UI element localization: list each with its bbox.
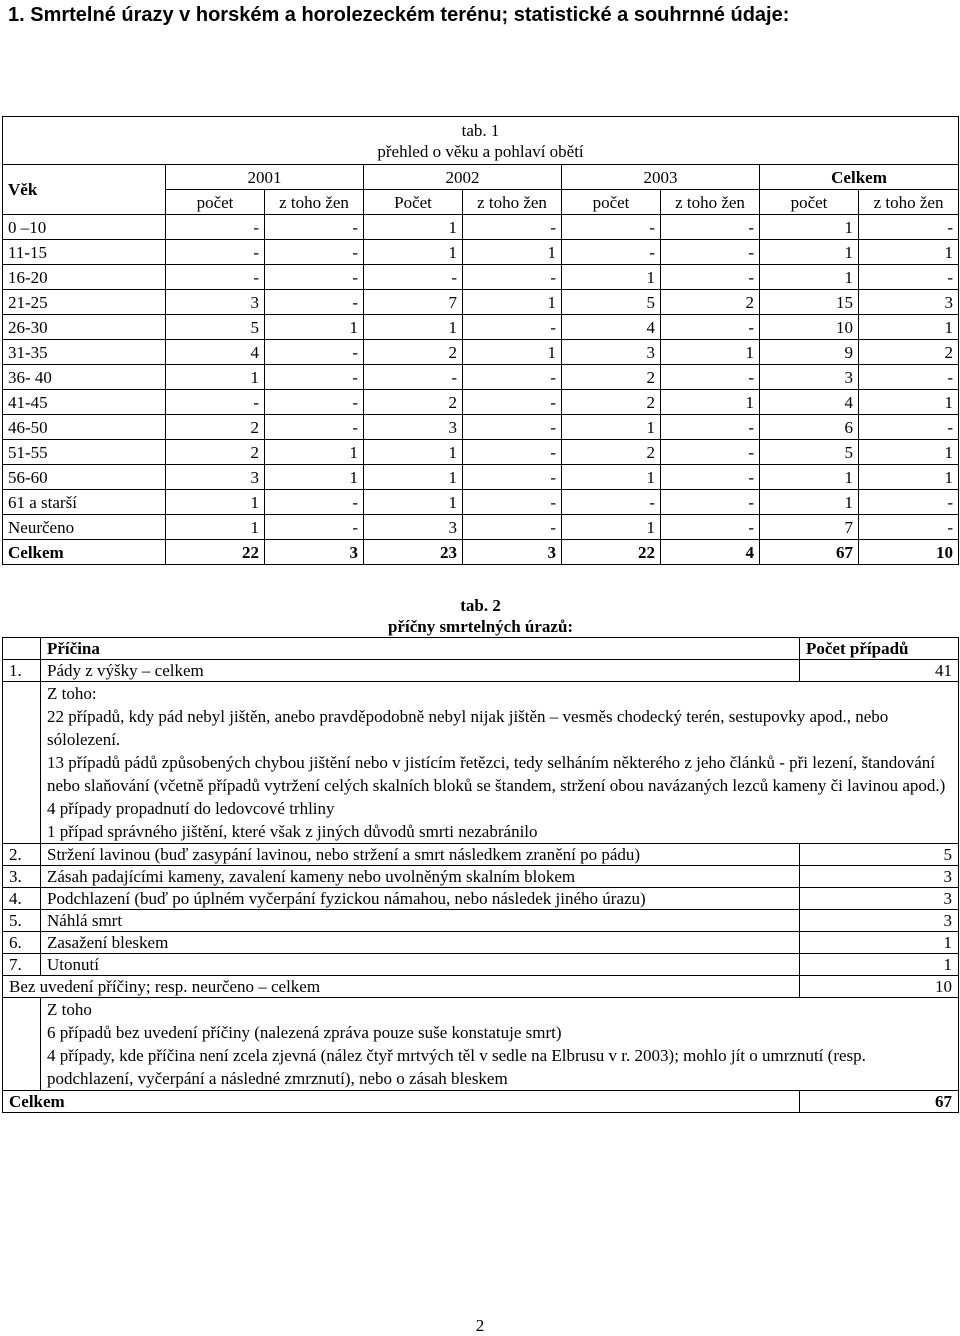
cause-detail — [41, 682, 959, 844]
cell: - — [859, 515, 959, 540]
cause-number: 3. — [3, 866, 41, 888]
age-label: Neurčeno — [3, 515, 166, 540]
cell: - — [562, 240, 661, 265]
subheader-cell: počet — [166, 190, 265, 215]
cell: - — [859, 365, 959, 390]
causes-table — [2, 595, 959, 1113]
cell: - — [661, 215, 760, 240]
total-cell: 22 — [562, 540, 661, 565]
cause-count: 41 — [800, 660, 959, 682]
cell: 9 — [760, 340, 859, 365]
cell: - — [661, 315, 760, 340]
cell: 1 — [364, 215, 463, 240]
detail-line: Z toho: — [47, 684, 97, 703]
table-row — [3, 888, 959, 910]
cell: 2 — [166, 415, 265, 440]
table2-caption — [3, 595, 959, 638]
subheader-cell: Počet — [364, 190, 463, 215]
cell: 1 — [562, 515, 661, 540]
cell: 1 — [760, 265, 859, 290]
cell: 5 — [166, 315, 265, 340]
cell: 15 — [760, 290, 859, 315]
total-label: Celkem — [3, 1091, 800, 1113]
cell: 3 — [166, 290, 265, 315]
cause-number: 5. — [3, 910, 41, 932]
total-label: Celkem — [3, 540, 166, 565]
cell: 1 — [364, 490, 463, 515]
cell: 7 — [364, 290, 463, 315]
table-row — [3, 844, 959, 866]
cell: - — [463, 365, 562, 390]
cause-count: 1 — [800, 954, 959, 976]
cell: 1 — [859, 390, 959, 415]
cause-number: 7. — [3, 954, 41, 976]
cell: - — [463, 315, 562, 340]
detail-line: 22 případů, kdy pád nebyl jištěn, anebo pravděpodobně nebyl nijak jištěn – vesměs chodecký terén, sestupovky apod., nebo sólolezení. — [47, 707, 889, 749]
table-row — [3, 390, 959, 415]
cell: 2 — [562, 440, 661, 465]
cell: 4 — [166, 340, 265, 365]
cell: 1 — [859, 240, 959, 265]
cell: - — [265, 390, 364, 415]
cell: 2 — [166, 440, 265, 465]
cell: - — [166, 215, 265, 240]
table-row — [3, 240, 959, 265]
table-row — [3, 660, 959, 682]
total-row — [3, 540, 959, 565]
cause-count: 10 — [800, 976, 959, 998]
table-row — [3, 932, 959, 954]
cause-label: Zásah padajícími kameny, zavalení kameny nebo uvolněným skalním blokem — [41, 866, 800, 888]
table-row — [3, 265, 959, 290]
cell: 1 — [562, 265, 661, 290]
cell: 3 — [364, 415, 463, 440]
cell: - — [265, 365, 364, 390]
table-row — [3, 490, 959, 515]
cause-detail-row — [3, 682, 959, 844]
age-label: 16-20 — [3, 265, 166, 290]
cell: 3 — [364, 515, 463, 540]
cell: - — [265, 265, 364, 290]
cell: - — [166, 265, 265, 290]
cell: - — [265, 215, 364, 240]
cause-detail-row — [3, 998, 959, 1091]
detail-line: Z toho — [47, 1000, 92, 1019]
age-label: 56-60 — [3, 465, 166, 490]
total-cell: 3 — [265, 540, 364, 565]
table-row — [3, 290, 959, 315]
cell: - — [265, 240, 364, 265]
cell: - — [463, 265, 562, 290]
cell: 1 — [760, 490, 859, 515]
cell: 1 — [265, 315, 364, 340]
cell: 5 — [760, 440, 859, 465]
cell: 2 — [562, 390, 661, 415]
cause-number: 2. — [3, 844, 41, 866]
cell: - — [661, 415, 760, 440]
cell: 7 — [760, 515, 859, 540]
table1-caption-line2: přehled o věku a pohlaví obětí — [377, 142, 584, 161]
subheader-cell: počet — [562, 190, 661, 215]
cell: 1 — [562, 415, 661, 440]
cell: 1 — [859, 440, 959, 465]
cell: 2 — [562, 365, 661, 390]
cell: 1 — [463, 340, 562, 365]
table1-year-header — [3, 165, 959, 190]
total-cell: 10 — [859, 540, 959, 565]
table-row — [3, 365, 959, 390]
cell: 5 — [562, 290, 661, 315]
table-row — [3, 215, 959, 240]
cell: - — [661, 440, 760, 465]
age-label: 51-55 — [3, 440, 166, 465]
cell: 1 — [166, 515, 265, 540]
age-label: 41-45 — [3, 390, 166, 415]
cell: - — [265, 290, 364, 315]
cause-count: 3 — [800, 888, 959, 910]
cell: 1 — [265, 465, 364, 490]
col-header-year: 2002 — [364, 165, 562, 190]
cell: - — [166, 240, 265, 265]
cell: - — [661, 365, 760, 390]
cell: 10 — [760, 315, 859, 340]
table-row — [3, 515, 959, 540]
cell: - — [463, 490, 562, 515]
col-header-vek: Věk — [3, 165, 166, 215]
cause-label: Zasažení bleskem — [41, 932, 800, 954]
total-cell: 23 — [364, 540, 463, 565]
age-label: 61 a starší — [3, 490, 166, 515]
page-number: 2 — [475, 1316, 485, 1335]
cell: - — [265, 415, 364, 440]
cell: - — [661, 465, 760, 490]
age-label: 26-30 — [3, 315, 166, 340]
subheader-cell: z toho žen — [265, 190, 364, 215]
cell: - — [265, 490, 364, 515]
cause-number: 6. — [3, 932, 41, 954]
cell: - — [859, 415, 959, 440]
table2-caption-line1: tab. 2 — [460, 596, 501, 615]
cell: - — [166, 390, 265, 415]
total-cell: 3 — [463, 540, 562, 565]
cause-label: Podchlazení (buď po úplném vyčerpání fyzickou námahou, nebo následek jiného úrazu) — [41, 888, 800, 910]
cell: - — [364, 365, 463, 390]
cell: - — [364, 265, 463, 290]
table2-header — [3, 638, 959, 660]
table-row — [3, 910, 959, 932]
section-heading: 1. Smrtelné úrazy v horském a horolezeckém terénu; statistické a souhrnné údaje: — [8, 4, 790, 26]
cell: 1 — [463, 240, 562, 265]
total-cell: 4 — [661, 540, 760, 565]
table-row — [3, 976, 959, 998]
col-header-total: Celkem — [760, 165, 959, 190]
cell: 1 — [562, 465, 661, 490]
cell: 1 — [859, 465, 959, 490]
cell: - — [562, 215, 661, 240]
age-label: 31-35 — [3, 340, 166, 365]
detail-line: 13 případů pádů způsobených chybou jištění nebo v jistícím řetězci, tedy selháním některého z jeho článků - při lezení, štandování nebo slaňování (včetně případů vytržení celých skalních bloků se štandem, stržení obou navázaných lezců kameny či lavinou apod.) — [47, 753, 946, 795]
col-header-year: 2003 — [562, 165, 760, 190]
age-label: 46-50 — [3, 415, 166, 440]
cell: 1 — [166, 365, 265, 390]
cell: - — [265, 340, 364, 365]
cell: 1 — [463, 290, 562, 315]
total-cell: 22 — [166, 540, 265, 565]
cell: - — [463, 390, 562, 415]
age-label: 11-15 — [3, 240, 166, 265]
subheader-cell: z toho žen — [463, 190, 562, 215]
cell: 1 — [661, 390, 760, 415]
cell: - — [463, 415, 562, 440]
total-row — [3, 1091, 959, 1113]
cell: - — [562, 490, 661, 515]
cell: 1 — [760, 465, 859, 490]
cell: - — [661, 265, 760, 290]
detail-line: 1 případ správného jištění, které však z jiných důvodů smrti nezabránilo — [47, 822, 538, 841]
detail-line: 6 případů bez uvedení příčiny (nalezená zpráva pouze suše konstatuje smrt) — [47, 1023, 562, 1042]
table-row — [3, 465, 959, 490]
table1-caption — [3, 117, 959, 165]
table-row — [3, 315, 959, 340]
age-label: 0 –10 — [3, 215, 166, 240]
cell: - — [859, 215, 959, 240]
cell: 3 — [166, 465, 265, 490]
cell: - — [661, 515, 760, 540]
cell: 4 — [760, 390, 859, 415]
cell: - — [463, 215, 562, 240]
cell: 3 — [859, 290, 959, 315]
subheader-cell: z toho žen — [859, 190, 959, 215]
cell: - — [859, 265, 959, 290]
total-count: 67 — [800, 1091, 959, 1113]
age-label: 21-25 — [3, 290, 166, 315]
cell: - — [661, 240, 760, 265]
table-row — [3, 954, 959, 976]
cell: 2 — [859, 340, 959, 365]
cause-label: Náhlá smrt — [41, 910, 800, 932]
cell: - — [859, 490, 959, 515]
cause-count: 3 — [800, 866, 959, 888]
table1-caption-line1: tab. 1 — [461, 121, 500, 140]
detail-line: 4 případy, kde příčina není zcela zjevná (nález čtyř mrtvých těl v sedle na Elbrusu v r. 2003); mohlo jít o umrznutí (resp. podchlazení, vyčerpání a následné zmrznutí), nebo o zásah bleskem — [47, 1046, 866, 1088]
table-row — [3, 440, 959, 465]
cell: 1 — [760, 215, 859, 240]
cell: 1 — [364, 240, 463, 265]
cause-label: Stržení lavinou (buď zasypání lavinou, nebo stržení a smrt následkem zranění po pádu) — [41, 844, 800, 866]
table2-caption-line2: příčny smrtelných úrazů: — [387, 617, 574, 636]
cause-count: 3 — [800, 910, 959, 932]
cell: - — [265, 515, 364, 540]
total-cell: 67 — [760, 540, 859, 565]
cell: 1 — [265, 440, 364, 465]
cell: - — [661, 490, 760, 515]
cell: 1 — [859, 315, 959, 340]
subheader-cell: počet — [760, 190, 859, 215]
table-row — [3, 415, 959, 440]
cell: 3 — [562, 340, 661, 365]
col-header-year: 2001 — [166, 165, 364, 190]
cell: 1 — [166, 490, 265, 515]
col-header-count: Počet případů — [800, 638, 959, 660]
cell: 4 — [562, 315, 661, 340]
cause-count: 1 — [800, 932, 959, 954]
cell: - — [463, 515, 562, 540]
cell: 1 — [364, 440, 463, 465]
table-row — [3, 866, 959, 888]
cell: 1 — [364, 465, 463, 490]
cause-detail — [41, 998, 959, 1091]
table-row — [3, 340, 959, 365]
subheader-cell: z toho žen — [661, 190, 760, 215]
cause-number: 1. — [3, 660, 41, 682]
cause-label: Bez uvedení příčiny; resp. neurčeno – celkem — [3, 976, 800, 998]
cause-label: Pády z výšky – celkem — [41, 660, 800, 682]
cell: 1 — [661, 340, 760, 365]
detail-line: 4 případy propadnutí do ledovcové trhliny — [47, 799, 335, 818]
age-gender-table — [2, 116, 959, 565]
cell: 1 — [760, 240, 859, 265]
cell: 2 — [661, 290, 760, 315]
col-header-cause: Příčina — [41, 638, 800, 660]
age-label: 36- 40 — [3, 365, 166, 390]
cause-count: 5 — [800, 844, 959, 866]
cell: - — [463, 440, 562, 465]
cell: 6 — [760, 415, 859, 440]
cell: 2 — [364, 340, 463, 365]
cell: - — [463, 465, 562, 490]
cell: 2 — [364, 390, 463, 415]
cause-label: Utonutí — [41, 954, 800, 976]
cause-number: 4. — [3, 888, 41, 910]
cell: 1 — [364, 315, 463, 340]
cell: 3 — [760, 365, 859, 390]
